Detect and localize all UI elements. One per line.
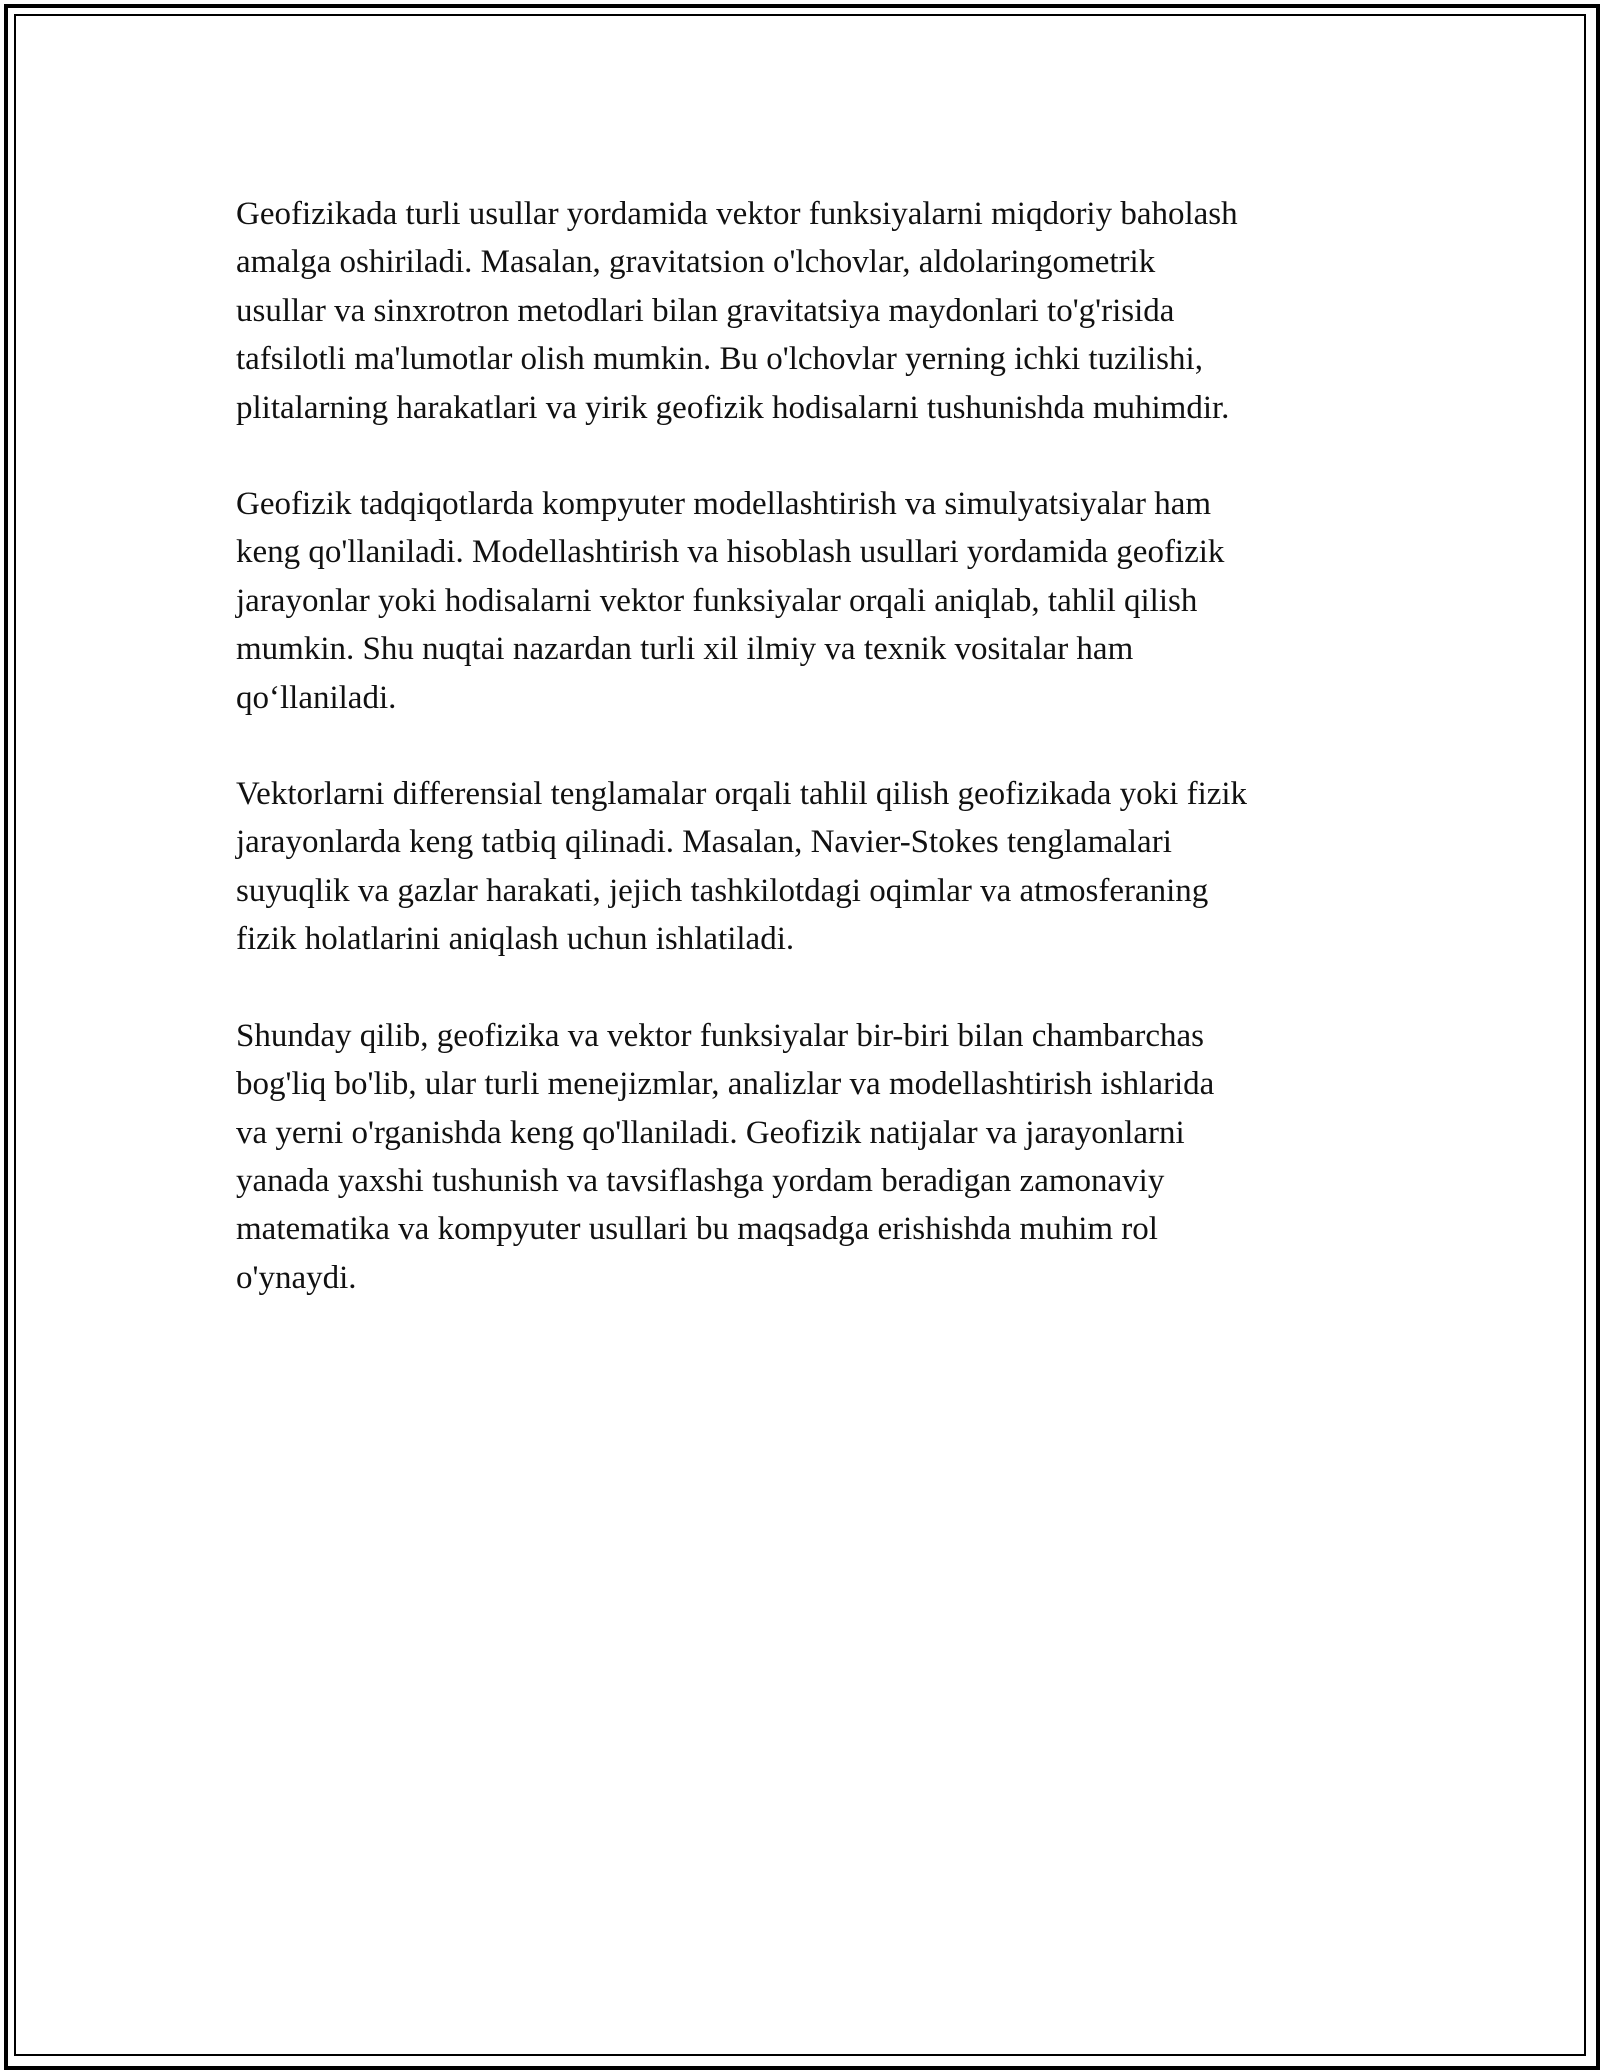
paragraph-2: Geofizik tadqiqotlarda kompyuter modellashtirish va simulyatsiyalar ham keng qo'llaniladi. Modellashtirish va hisoblash usullari yordamida geofizik jarayonlar yoki hodisalarni vektor funksiyalar orqali aniqlab, tahlil qilish mumkin. Shu nuqtai nazardan turli xil ilmiy va texnik vositalar ham qo‘llaniladi. (236, 486, 1225, 716)
paragraph-4: Shunday qilib, geofizika va vektor funksiyalar bir-biri bilan chambarchas bog'liq bo'lib, ular turli menejizmlar, analizlar va modellashtirish ishlarida va yerni o'rganishda keng qo'llaniladi. Geofizik natijalar va jarayonlarni yanada yaxshi tushunish va tavsiflashga yordam beradigan zamonaviy matematika va kompyuter usullari bu maqsadga erishishda muhim rol o'ynaydi. (236, 1017, 1215, 1296)
paragraph-1: Geofizikada turli usullar yordamida vektor funksiyalarni miqdoriy baholash amalga oshiriladi. Masalan, gravitatsion o'lchovlar, aldolaringometrik usullar va sinxrotron metodlari bilan gravitatsiya maydonlari to'g'risida tafsilotli ma'lumotlar olish mumkin. Bu o'lchovlar yerning ichki tuzilishi, plitalarning harakatlari va yirik geofizik hodisalarni tushunishda muhimdir. (236, 196, 1238, 426)
document-body (236, 190, 1376, 1350)
paragraph-3: Vektorlarni differensial tenglamalar orqali tahlil qilish geofizikada yoki fizik jarayonlarda keng tatbiq qilinadi. Masalan, Navier-Stokes tenglamalari suyuqlik va gazlar harakati, jejich tashkilotdagi oqimlar va atmosferaning fizik holatlarini aniqlash uchun ishlatiladi. (236, 776, 1248, 958)
